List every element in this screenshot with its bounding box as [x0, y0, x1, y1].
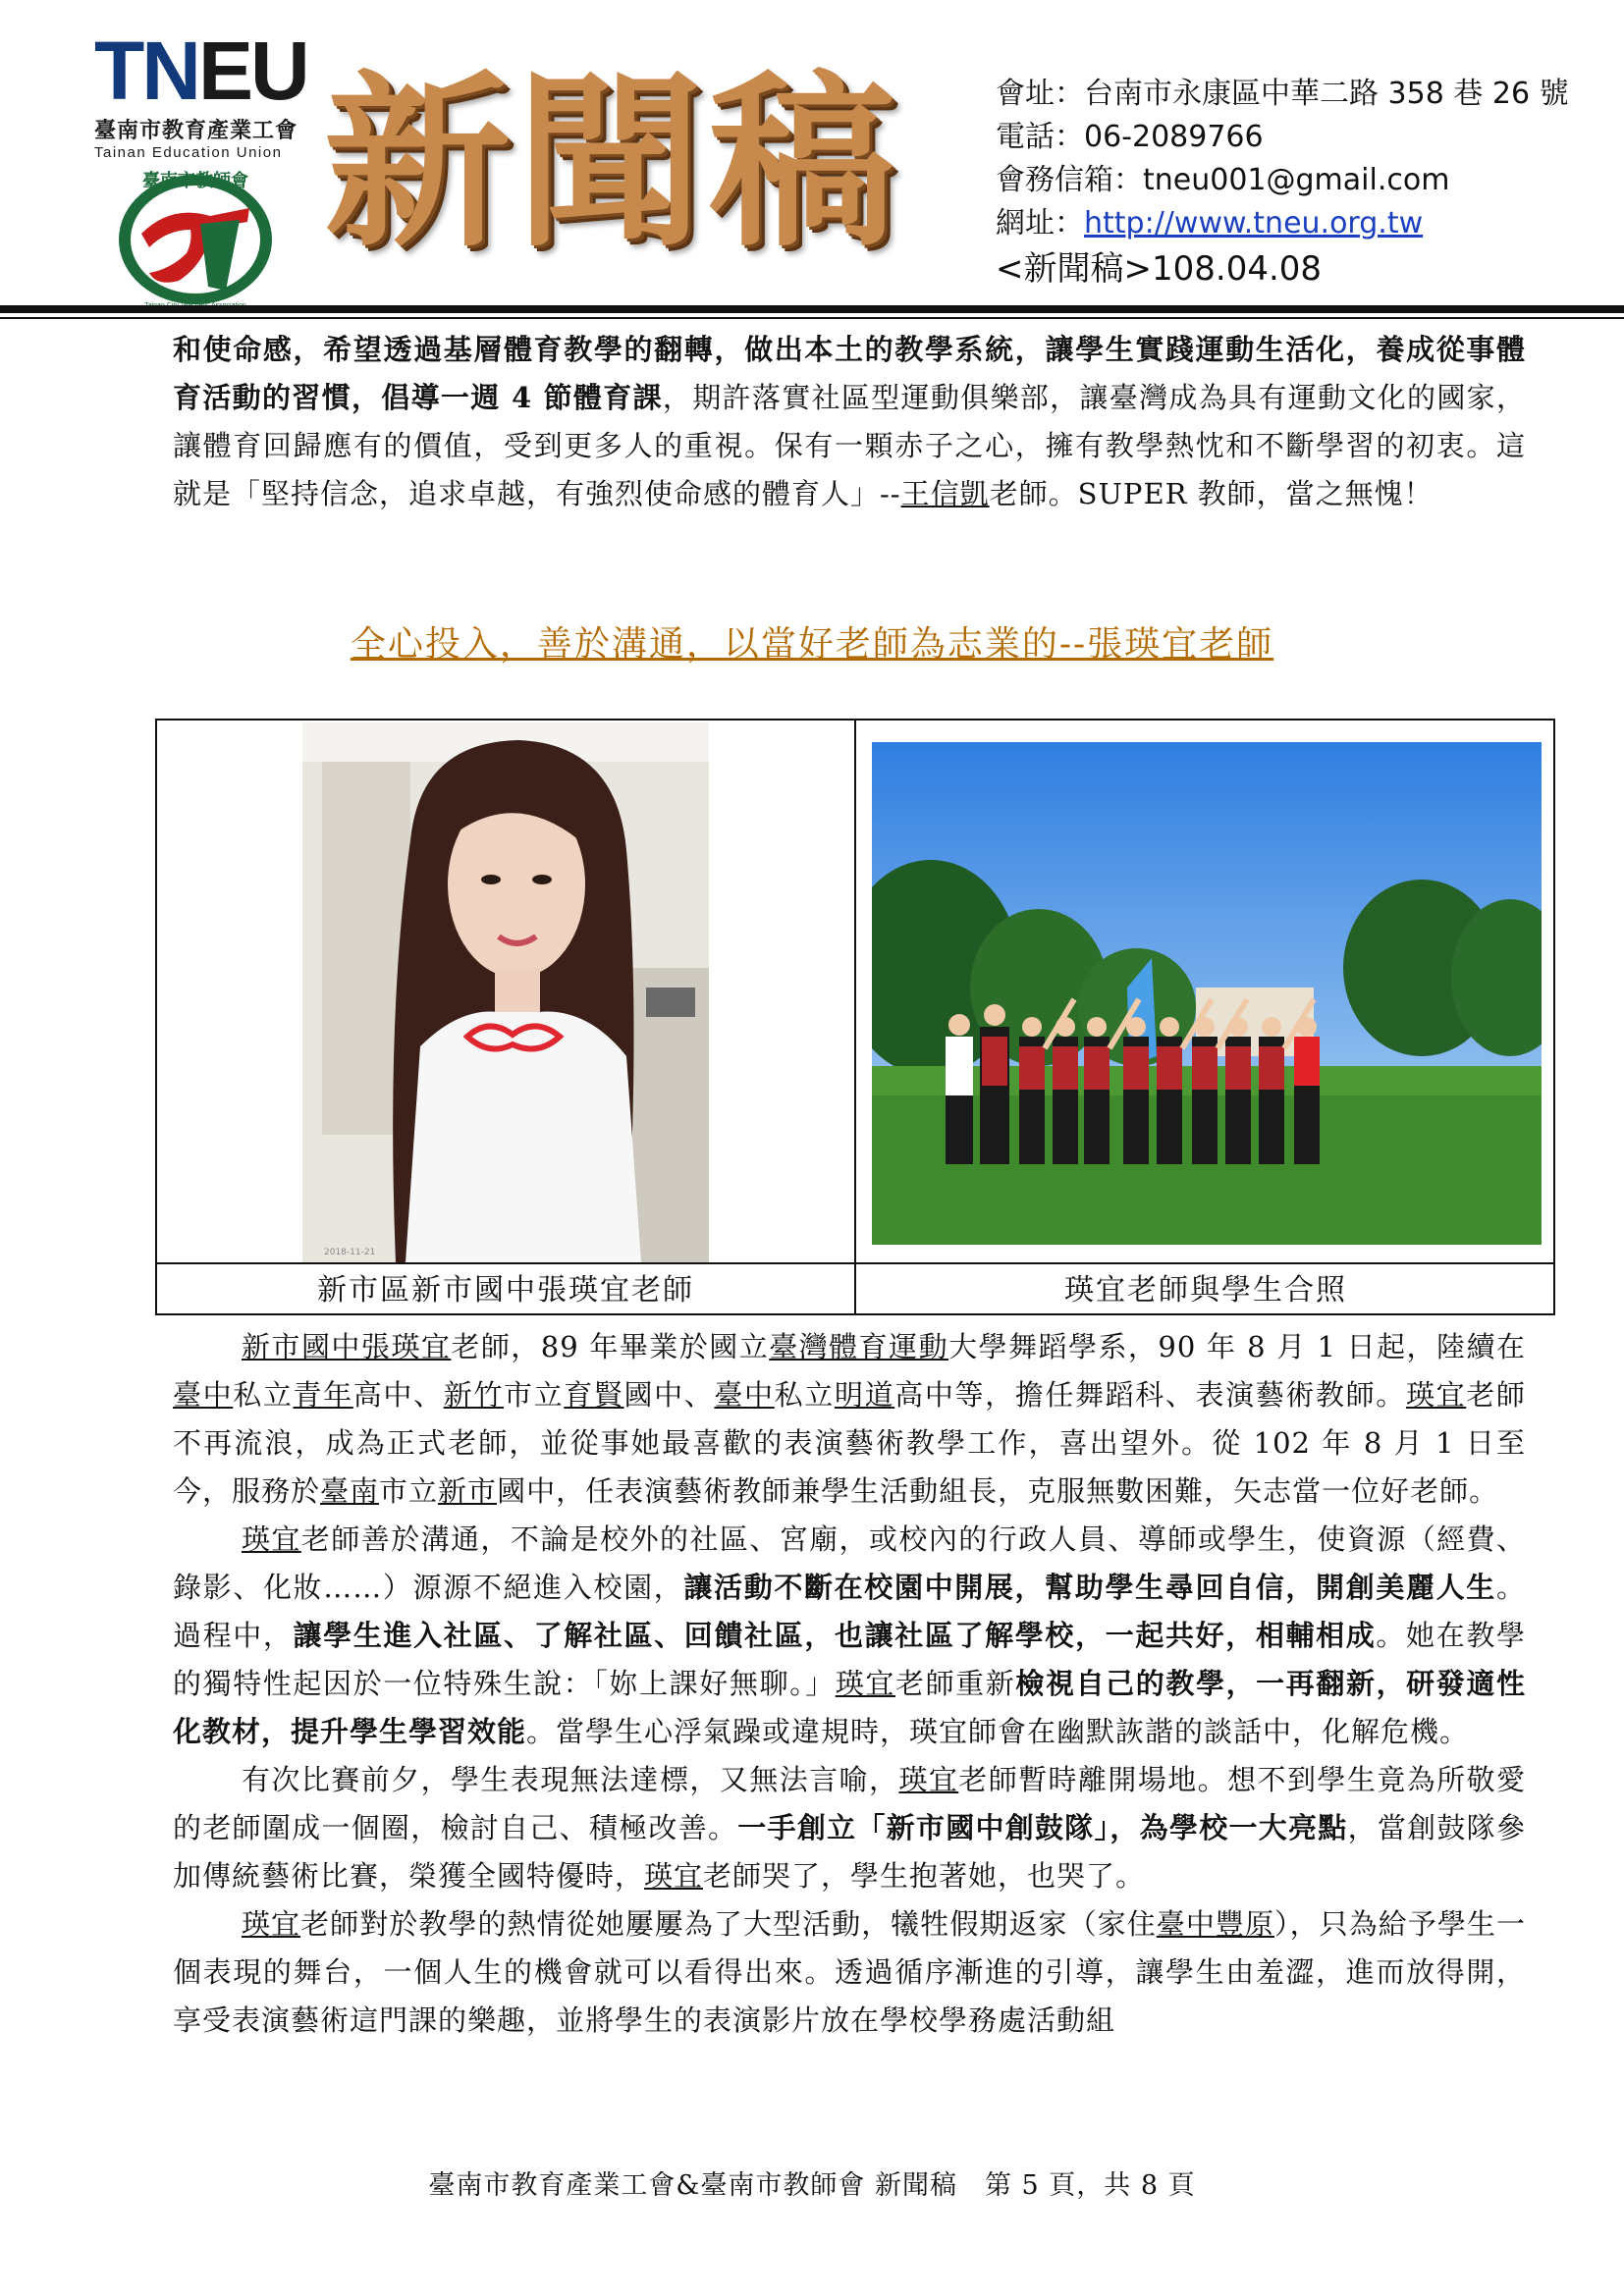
- left-photo-caption: 新市區新市國中張瑛宜老師: [317, 1273, 694, 1308]
- release-date-line: <新聞稿>108.04.08: [996, 249, 1323, 289]
- paragraph-3: 有次比賽前夕，學生表現無法達標，又無法言喻，瑛宜老師暫時離開場地。想不到學生竟為所敬愛的老師圍成一個圈，檢討自己、積極改善。一手創立「新市國中創鼓隊」，為學校一大亮點，當創鼓隊參加傳統藝術比賽，榮獲全國特優時，瑛宜老師哭了，學生抱著她，也哭了。: [173, 1763, 1526, 1893]
- main-article: [173, 1323, 1526, 2045]
- page-header: [0, 0, 1624, 306]
- photo-table: [155, 719, 1555, 1315]
- svg-text:臺南市教師會: 臺南市教師會: [142, 171, 248, 191]
- paragraph-1: 新市國中張瑛宜老師，89 年畢業於國立臺灣體育運動大學舞蹈學系，90 年 8 月 1 日起，陸續在臺中私立青年高中、新竹市立育賢國中、臺中私立明道高中等，擔任舞蹈科、表演藝術教師。瑛宜老師不再流浪，成為正式老師，並從事她最喜歡的表演藝術教學工作，喜出望外。從 102 年 8 月 1 日至今，服務於臺南市立新市國中，任表演藝術教師兼學生活動組長，克服無數困難，矢志當一位好老師。: [173, 1330, 1526, 1508]
- teacher-portrait-photo: [302, 722, 709, 1262]
- section-title: 全心投入，善於溝通，以當好老師為志業的--張瑛宜老師: [350, 624, 1274, 665]
- website-link[interactable]: http://www.tneu.org.tw: [1084, 206, 1424, 240]
- union-name-cn: 臺南市教育產業工會: [94, 119, 298, 143]
- teachers-association-seal-icon: [102, 165, 289, 312]
- photo-timestamp: 2018-11-21: [324, 1248, 376, 1257]
- news-release-title: 新聞稿: [324, 53, 902, 272]
- address-line: 會址：台南市永康區中華二路 358 巷 26 號: [996, 77, 1569, 111]
- teacher-students-group-photo: [872, 742, 1542, 1245]
- header-rule-thin: [0, 317, 1624, 319]
- website-line: 網址：http://www.tneu.org.tw: [996, 206, 1424, 240]
- paragraph-2: 瑛宜老師善於溝通，不論是校外的社區、宮廟，或校內的行政人員、導師或學生，使資源（經費、錄影、化妝……）源源不絕進入校園，讓活動不斷在校園中開展，幫助學生尋回自信，開創美麗人生。過程中，讓學生進入社區、了解社區、回饋社區，也讓社區了解學校，一起共好，相輔相成。她在教學的獨特性起因於一位特殊生說：「妳上課好無聊。」瑛宜老師重新檢視自己的教學，一再翻新，研發適性化教材，提升學生學習效能。當學生心浮氣躁或違規時，瑛宜師會在幽默詼諧的談話中，化解危機。: [173, 1522, 1526, 1748]
- page-footer: 臺南市教育產業工會&臺南市教師會 新聞稿 第 5 頁，共 8 頁: [428, 2170, 1196, 2201]
- right-photo-caption: 瑛宜老師與學生合照: [1064, 1273, 1347, 1308]
- union-name-en: Tainan Education Union: [94, 144, 283, 161]
- tneu-wordmark: TNEU: [94, 25, 307, 117]
- table-divider-vertical: [854, 721, 856, 1313]
- intro-paragraph: 和使命感，希望透過基層體育教學的翻轉，做出本土的教學系統，讓學生實踐運動生活化，養成從事體育活動的習慣，倡導一週 4 節體育課，期許落實社區型運動俱樂部，讓臺灣成為具有運動文化的國家，讓體育回歸應有的價值，受到更多人的重視。保有一顆赤子之心，擁有教學熱忱和不斷學習的初衷。這就是「堅持信念，追求卓越，有強烈使命感的體育人」--王信凱老師。SUPER 教師，當之無愧！: [173, 333, 1526, 510]
- table-divider-horizontal: [157, 1262, 1553, 1264]
- phone-line: 電話：06-2089766: [996, 120, 1264, 154]
- email-line: 會務信箱：tneu001@gmail.com: [996, 163, 1450, 197]
- paragraph-4: 瑛宜老師對於教學的熱情從她屢屢為了大型活動，犧牲假期返家（家住臺中豐原），只為給予學生一個表現的舞台，一個人生的機會就可以看得出來。透過循序漸進的引導，讓學生由羞澀，進而放得開，享受表演藝術這門課的樂趣，並將學生的表演影片放在學校學務處活動組: [173, 1907, 1526, 2037]
- tneu-logo: [94, 25, 310, 161]
- contact-info: [996, 73, 1569, 291]
- header-rule-thick: [0, 305, 1624, 313]
